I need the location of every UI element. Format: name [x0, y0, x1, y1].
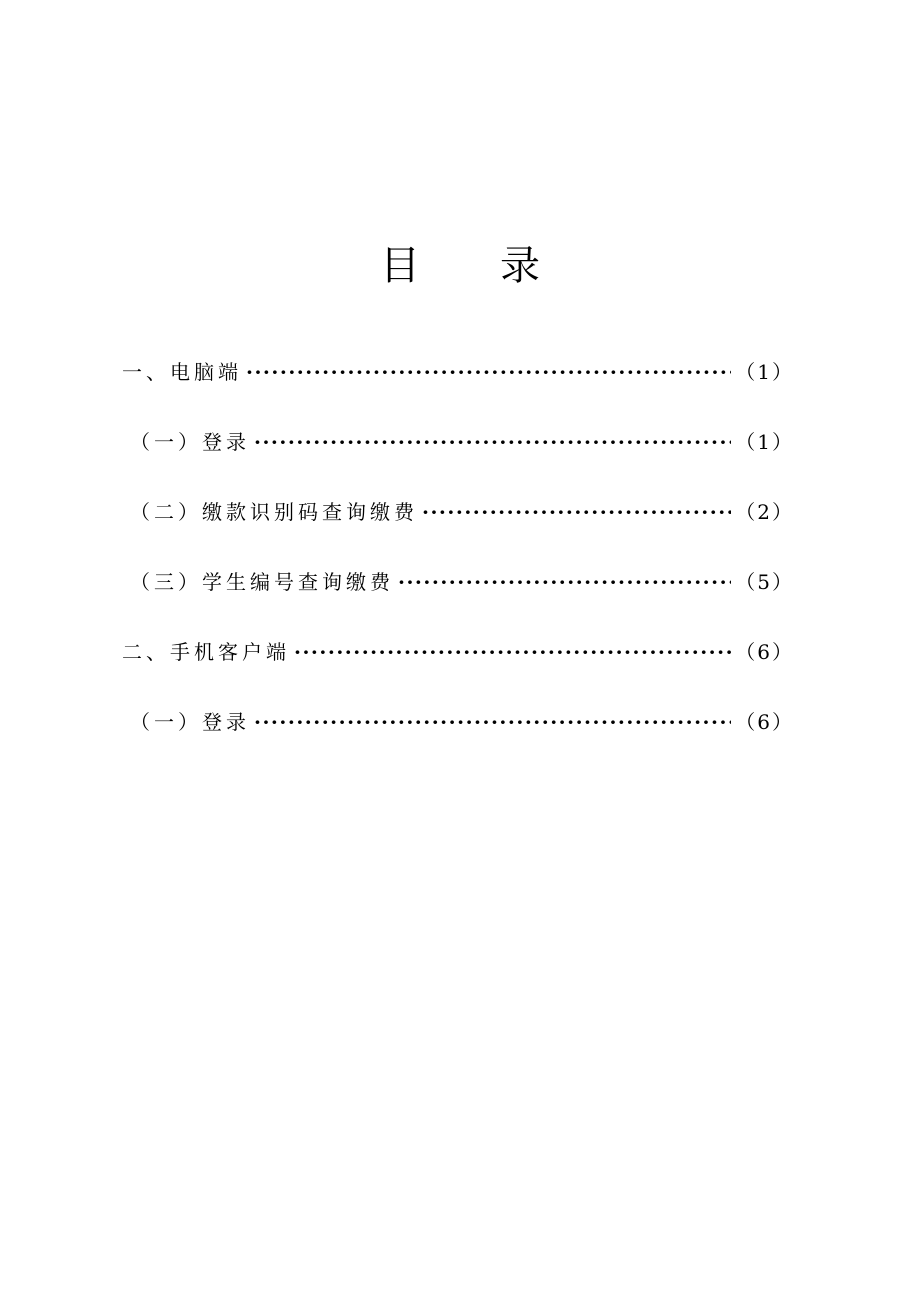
toc-entry-page: （1） — [735, 360, 794, 384]
toc-leader-dots — [294, 634, 731, 670]
toc-entry-payment-code[interactable] — [122, 494, 794, 564]
page-title-right: 录 — [500, 243, 540, 289]
toc-entry-mobile-login[interactable] — [122, 704, 794, 774]
toc-leader-dots — [254, 704, 731, 740]
toc-entry-pc[interactable] — [122, 354, 794, 424]
table-of-contents — [122, 354, 794, 774]
page-title-left: 目 — [380, 243, 420, 289]
toc-leader-dots — [254, 424, 731, 460]
toc-entry-label: （三）学生编号查询缴费 — [130, 570, 394, 594]
toc-entry-page: （5） — [735, 570, 794, 594]
toc-leader-dots — [398, 564, 731, 600]
toc-leader-dots — [422, 494, 731, 530]
toc-entry-student-id[interactable] — [122, 564, 794, 634]
toc-entry-mobile[interactable] — [122, 634, 794, 704]
toc-entry-page: （2） — [735, 500, 794, 524]
toc-leader-dots — [246, 354, 731, 390]
toc-entry-page: （6） — [735, 710, 794, 734]
toc-entry-pc-login[interactable] — [122, 424, 794, 494]
page-title — [0, 240, 920, 292]
toc-entry-label: （二）缴款识别码查询缴费 — [130, 500, 418, 524]
toc-entry-label: 二、手机客户端 — [122, 640, 290, 664]
toc-entry-page: （6） — [735, 640, 794, 664]
toc-entry-page: （1） — [735, 430, 794, 454]
toc-entry-label: （一）登录 — [130, 710, 250, 734]
toc-entry-label: 一、电脑端 — [122, 360, 242, 384]
toc-entry-label: （一）登录 — [130, 430, 250, 454]
